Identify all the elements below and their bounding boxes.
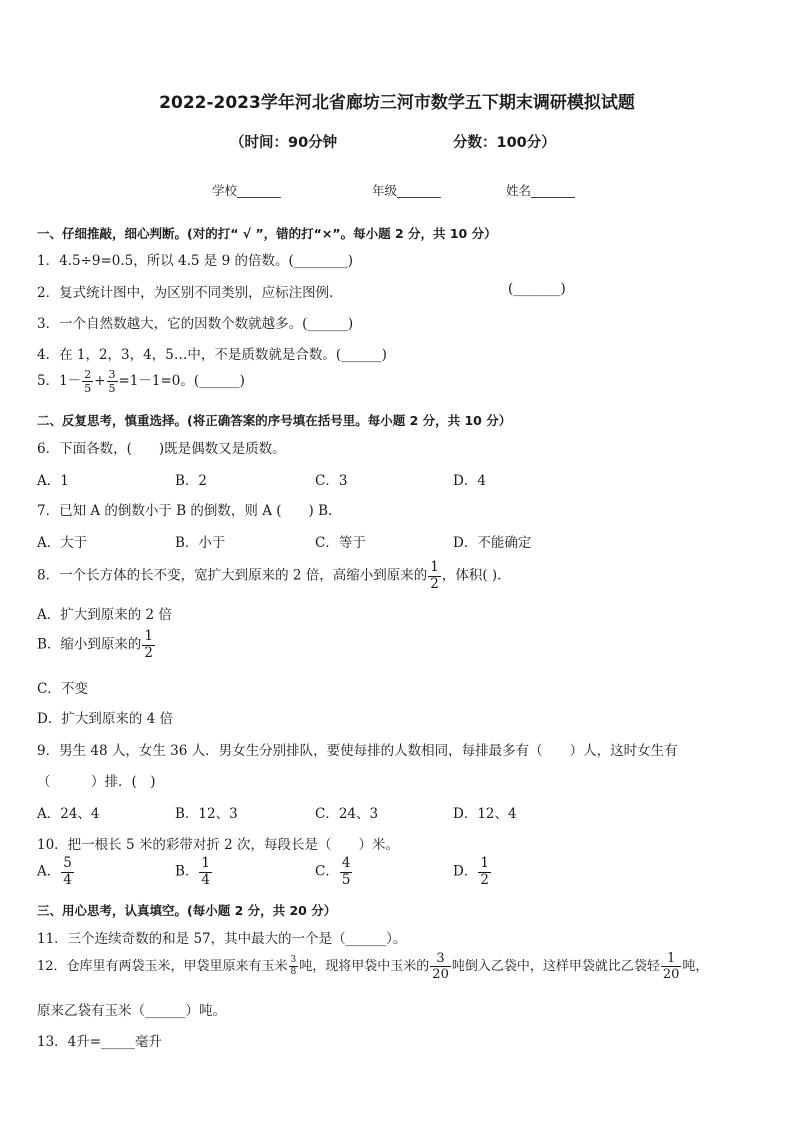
question-9-line-2: （ ）排．( ) — [37, 774, 156, 790]
q10-c-fraction — [340, 857, 353, 887]
question-7: 7．已知 A 的倒数小于 B 的倒数，则 A ( ) B． — [37, 503, 342, 519]
q5-prefix: 5．1－ — [37, 373, 82, 389]
question-8 — [37, 561, 501, 591]
q8-suffix: ，体积( ). — [441, 567, 502, 584]
q8-den: 2 — [430, 575, 439, 592]
q10-a-num: 5 — [63, 855, 72, 871]
q10-c-label: C． — [315, 863, 339, 880]
q10-d-fraction — [478, 857, 491, 887]
q12-f2-den: 20 — [432, 967, 449, 982]
school-field: 学校_______ — [212, 183, 281, 198]
q8-option-d: D．扩大到原来的 4 倍 — [37, 711, 173, 727]
q10-c-num: 4 — [341, 855, 351, 871]
q12-f1-den: 8 — [290, 967, 297, 977]
q12-part-4: 吨， — [682, 959, 709, 974]
q10-d-den: 2 — [480, 871, 489, 888]
section-1-heading: 一、仔细推敲，细心判断。(对的打“ √ ”，错的打“×”。每小题 2 分，共 10 分） — [37, 226, 497, 241]
name-field: 姓名_______ — [506, 183, 575, 198]
question-5 — [37, 369, 245, 394]
q12-part-1: 12．仓库里有两袋玉米，甲袋里原来有玉米 — [37, 959, 288, 974]
q6-option-a: A．1 — [37, 473, 69, 489]
question-12-line-2: 原来乙袋有玉米（______）吨。 — [37, 1003, 226, 1019]
q9-option-c: C．24、3 — [315, 806, 379, 822]
page-title: 2022-2023学年河北省廊坊三河市数学五下期末调研模拟试题 — [159, 93, 635, 113]
q12-fraction-2 — [430, 952, 451, 981]
q10-c-den: 5 — [341, 871, 351, 888]
q6-option-c: C．3 — [315, 473, 348, 489]
question-2: 2．复式统计图中，为区别不同类别，应标注图例. — [37, 285, 334, 301]
q10-a-den: 4 — [63, 871, 72, 888]
question-10: 10．把一根长 5 米的彩带对折 2 次，每段长是（ ）米。 — [37, 837, 400, 853]
q5-fraction-1 — [82, 369, 93, 394]
q12-fraction-1 — [289, 956, 299, 977]
q8-option-a: A．扩大到原来的 2 倍 — [37, 607, 172, 623]
q8-option-b-text: B．缩小到原来的 — [37, 636, 142, 653]
q5-f1-num: 2 — [84, 368, 92, 381]
question-2-blank: (_______) — [508, 281, 566, 297]
q8-text: 8．一个长方体的长不变，宽扩大到原来的 2 倍，高缩小到原来的 — [37, 567, 428, 584]
exam-time: （时间：90分钟 — [230, 135, 338, 151]
q8-fraction — [428, 561, 441, 591]
q5-f2-den: 5 — [108, 382, 116, 395]
q12-part-2: 吨，现将甲袋中玉米的 — [299, 959, 430, 974]
q8-num: 1 — [430, 559, 439, 575]
q5-suffix: =1－1=0。(______) — [118, 373, 245, 389]
q12-f2-num: 3 — [430, 952, 451, 967]
q5-f1-den: 5 — [84, 382, 92, 395]
q7-option-c: C．等于 — [315, 535, 366, 551]
q7-option-b: B．小于 — [175, 535, 226, 551]
question-11: 11．三个连续奇数的和是 57，其中最大的一个是（______）。 — [37, 931, 407, 947]
question-4: 4．在 1，2，3，4，5…中，不是质数就是合数。(______) — [37, 347, 387, 363]
q10-d-num: 1 — [480, 855, 489, 871]
q6-option-d: D．4 — [453, 473, 486, 489]
question-3: 3．一个自然数越大，它的因数个数就越多。(______) — [37, 316, 354, 332]
q10-b-fraction — [199, 857, 212, 887]
q10-b-label: B． — [175, 863, 199, 880]
q5-fraction-2 — [107, 369, 118, 394]
q9-option-d: D．12、4 — [453, 806, 517, 822]
q9-option-b: B．12、3 — [175, 806, 238, 822]
q8-b-num: 1 — [144, 628, 154, 644]
q12-fraction-3 — [661, 952, 682, 981]
question-1: 1．4.5÷9=0.5，所以 4.5 是 9 的倍数。(________) — [37, 253, 353, 269]
q10-a-label: A． — [37, 863, 61, 880]
q12-f3-den: 20 — [662, 967, 680, 982]
section-2-heading: 二、反复思考，慎重选择。(将正确答案的序号填在括号里。每小题 2 分，共 10 分） — [37, 413, 512, 428]
q8-option-b-fraction — [142, 630, 155, 660]
q10-d-label: D． — [453, 863, 478, 880]
q12-f3-num: 1 — [661, 952, 682, 967]
q10-option-d — [453, 857, 492, 887]
question-13: 13．4升=_____毫升 — [37, 1034, 162, 1050]
q10-b-den: 4 — [201, 871, 211, 888]
question-12 — [37, 952, 708, 981]
q8-option-c: C．不变 — [37, 681, 88, 697]
q10-option-c — [315, 857, 353, 887]
q6-option-b: B．2 — [175, 473, 208, 489]
q12-f1-num: 3 — [290, 955, 297, 965]
q10-b-num: 1 — [201, 855, 211, 871]
q9-option-a: A．24、4 — [37, 806, 100, 822]
q8-b-den: 2 — [144, 644, 154, 661]
q12-part-3: 吨倒入乙袋中，这样甲袋就比乙袋轻 — [451, 959, 660, 974]
q10-option-b — [175, 857, 213, 887]
q8-option-b — [37, 630, 156, 660]
q5-f2-num: 3 — [108, 368, 116, 381]
question-6: 6．下面各数，( )既是偶数又是质数。 — [37, 441, 286, 457]
q10-option-a — [37, 857, 75, 887]
question-9-line-1: 9．男生 48 人，女生 36 人．男女生分别排队，要使每排的人数相同，每排最多有（ ）人，这时女生有 — [37, 743, 678, 759]
exam-score: 分数：100分） — [453, 135, 556, 151]
section-3-heading: 三、用心思考，认真填空。(每小题 2 分，共 20 分） — [37, 903, 337, 918]
q7-option-a: A．大于 — [37, 535, 88, 551]
q10-a-fraction — [61, 857, 74, 887]
q5-plus: + — [94, 373, 106, 389]
q7-option-d: D．不能确定 — [453, 535, 532, 551]
grade-field: 年级_______ — [372, 183, 441, 198]
